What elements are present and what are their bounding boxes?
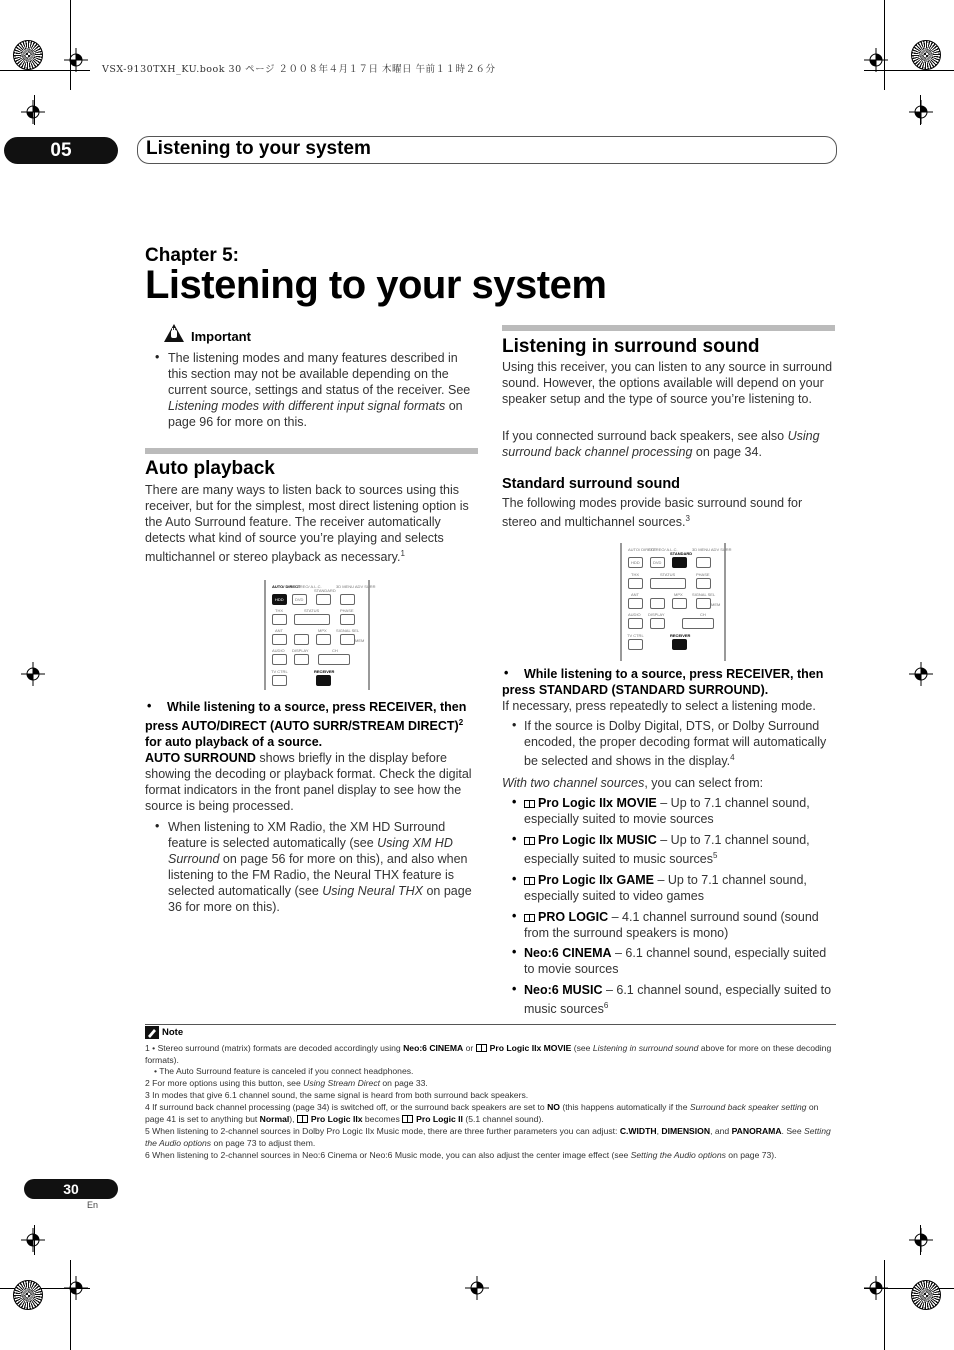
bullet-icon: • — [147, 699, 152, 713]
two-channel-intro: With two channel sources, you can select from: — [502, 776, 764, 790]
page-language: En — [87, 1200, 99, 1210]
bullet-icon: • — [512, 982, 517, 996]
bullet-icon: • — [155, 350, 160, 364]
auto-playback-instruction: While listening to a source, press RECEIVER, then press AUTO/DIRECT (AUTO SURR/STREAM DIRECT)$^2$ for auto playback of a source. — [145, 700, 467, 750]
remote-illustration: AUTO/ DIRECT STEREO/ A.L.C. STANDARD 3D MENU ADV SURR HDD DVD THX STATUS PHASE ANT MPX SIGNAL SEL MEM AUDIO DISPLAY CH TV CTRL RECEIVER — [264, 580, 370, 690]
registration-mark-icon — [909, 1228, 933, 1252]
page-number: 30 — [24, 1179, 118, 1199]
bullet-icon: • — [512, 909, 517, 923]
bullet-icon: • — [512, 945, 517, 959]
color-calibration-mark-icon — [13, 1280, 43, 1310]
mode-neo6-cinema: Neo:6 CINEMA – 6.1 channel sound, especially suited to movie sources — [524, 946, 827, 976]
important-heading: Important — [191, 329, 251, 344]
footnote-3: 3 In modes that give 6.1 channel sound, the same signal is heard from both surround back speakers. — [145, 1090, 529, 1100]
footnote-1-headphones: • The Auto Surround feature is canceled if you connect headphones. — [154, 1066, 414, 1076]
chapter-label: Chapter 5: — [145, 245, 239, 266]
dolby-logo-icon — [524, 877, 535, 885]
footnote-1: 1 • Stereo surround (matrix) formats are decoded accordingly using Neo:6 CINEMA or Pro Logic IIx MOVIE (see Listening in surround sound above for more on these decoding formats). — [145, 1043, 832, 1065]
file-header: VSX-9130TXH_KU.book 30 ページ ２００８年４月１７日 木曜日 午前１１時２６分 — [102, 64, 496, 75]
surround-intro: Using this receiver, you can listen to any source in surround sound. However, the options available will depend on your speaker setup and the type of source you’re listening to. — [502, 360, 833, 406]
note-heading: Note — [162, 1027, 184, 1038]
dolby-logo-icon — [402, 1115, 413, 1123]
registration-mark-icon — [864, 1276, 888, 1300]
chapter-number-badge: 05 — [4, 137, 118, 164]
xm-radio-note: When listening to XM Radio, the XM HD Surround feature is selected automatically (see Using XM HD Surround on page 56 for more on this), and also when listening to the FM Radio, the Neural THX feature is selected automatically (see Using Neural THX on page 36 for more on this). — [168, 820, 472, 914]
footnote-6: 6 When listening to 2-channel sources in Neo:6 Cinema or Neo:6 Music mode, you can also adjust the center image effect (see Setting the Audio options on page 73). — [145, 1150, 777, 1160]
color-calibration-mark-icon — [911, 40, 941, 70]
auto-playback-heading: Auto playback — [145, 458, 275, 479]
bullet-icon: • — [512, 832, 517, 846]
bullet-icon: • — [512, 795, 517, 809]
auto-playback-intro: There are many ways to listen back to sources using this receiver, but for the simplest, most direct listening option is the Auto Surround feature. The receiver automatically detects what kind of source you’re playing and selects multichannel or stereo playback as necessary.$^1$ — [145, 483, 469, 565]
surround-heading: Listening in surround sound — [502, 336, 760, 357]
bullet-icon: • — [504, 666, 509, 680]
registration-mark-icon — [864, 48, 888, 72]
registration-mark-icon — [64, 48, 88, 72]
footnote-2: 2 For more options using this button, see Using Stream Direct on page 33. — [145, 1078, 428, 1088]
note-divider — [145, 1024, 836, 1025]
important-bullet: The listening modes and many features described in this section may not be available depending on the current source, settings and status of the receiver. See Listening modes with different input signal formats on page 96 for more on this. — [168, 351, 471, 429]
mode-pl2x-game: Pro Logic IIx GAME – Up to 7.1 channel sound, especially suited to video games — [524, 873, 807, 903]
remote-illustration: AUTO/ DIRECT STEREO/ A.L.C. STANDARD 3D MENU ADV SURR HDD DVD THX STATUS PHASE ANT MPX SIGNAL SEL MEM AUDIO DISPLAY CH TV CTRL RECEIVER — [620, 543, 726, 661]
page-title: Listening to your system — [145, 263, 607, 307]
standard-surround-intro: The following modes provide basic surround sound for stereo and multichannel sources.$^3$ — [502, 496, 803, 530]
registration-mark-icon — [21, 1228, 45, 1252]
footnote-5: 5 When listening to 2-channel sources in Dolby Pro Logic IIx Music mode, there are three further parameters you can adjust: C.WIDTH, DIMENSION, and PANORAMA. See Setting the Audio options on page 73 to adjust them. — [145, 1126, 831, 1148]
registration-mark-icon — [21, 100, 45, 124]
section-divider — [502, 325, 835, 331]
registration-mark-icon — [465, 1276, 489, 1300]
color-calibration-mark-icon — [13, 40, 43, 70]
dolby-logo-icon — [524, 800, 535, 808]
mode-pl2x-music: Pro Logic IIx MUSIC – Up to 7.1 channel sound, especially suited to music sources$^5$ — [524, 833, 810, 867]
registration-mark-icon — [909, 662, 933, 686]
registration-mark-icon — [64, 1276, 88, 1300]
mode-pl2x-movie: Pro Logic IIx MOVIE – Up to 7.1 channel sound, especially suited to movie sources — [524, 796, 810, 826]
dolby-logo-icon — [524, 914, 535, 922]
bullet-icon: • — [512, 718, 517, 732]
dolby-note: If the source is Dolby Digital, DTS, or Dolby Surround encoded, the proper decoding format will automatically be selected and shows in the display.$^4$ — [524, 719, 827, 769]
section-divider — [145, 448, 478, 454]
warning-hand-icon — [163, 323, 185, 343]
surround-back-note: If you connected surround back speakers, see also Using surround back channel processing on page 34. — [502, 429, 820, 459]
bullet-icon: • — [155, 819, 160, 833]
color-calibration-mark-icon — [911, 1280, 941, 1310]
bullet-icon: • — [512, 872, 517, 886]
dolby-logo-icon — [476, 1044, 487, 1052]
mode-pro-logic: PRO LOGIC – 4.1 channel surround sound (sound from the surround speakers is mono) — [524, 910, 819, 940]
dolby-logo-icon — [297, 1115, 308, 1123]
dolby-logo-icon — [524, 837, 535, 845]
registration-mark-icon — [909, 100, 933, 124]
repeat-note: If necessary, press repeatedly to select a listening mode. — [502, 699, 816, 713]
auto-playback-description: AUTO SURROUND shows briefly in the display before showing the decoding or playback format. Check the digital format indicators in the front panel display to see how the source is being processed. — [145, 751, 472, 813]
footnote-4: 4 If surround back channel processing (page 34) is switched off, or the surround back speakers are set to NO (this happens automatically if the Surround back speaker setting on page 41 is set to anything but Normal), Pro Logic IIx becomes Pro Logic II (5.1 channel sound). — [145, 1102, 819, 1124]
standard-surround-heading: Standard surround sound — [502, 476, 681, 492]
note-pencil-icon — [145, 1026, 159, 1039]
standard-instruction: While listening to a source, press RECEIVER, then press STANDARD (STANDARD SURROUND). — [502, 667, 824, 697]
mode-neo6-music: Neo:6 MUSIC – 6.1 channel sound, especially suited to music sources$^6$ — [524, 983, 832, 1017]
chapter-header-title: Listening to your system — [146, 138, 371, 159]
registration-mark-icon — [21, 662, 45, 686]
